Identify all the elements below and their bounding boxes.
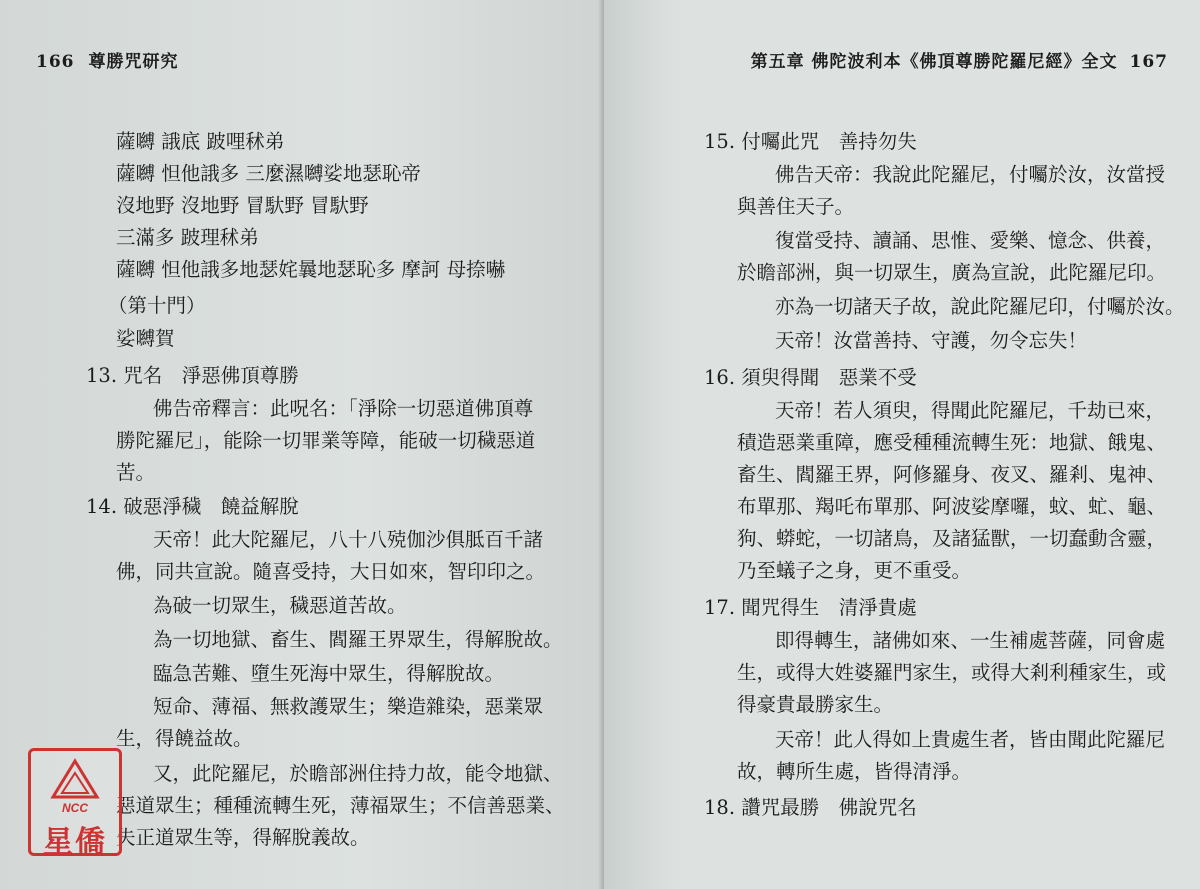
paragraph-line: 短命、薄福、無救護眾生；樂造雜染，惡業眾 [153,695,544,718]
right-page-number: 167 [1129,52,1168,72]
paragraph-line: 狗、蟒蛇，一切諸鳥，及諸猛獸，一切蠢動含靈， [737,527,1167,550]
stamp-latin-text: NCC [62,801,88,815]
paragraph-line: 生，或得大姓婆羅門家生，或得大剎利種家生，或 [737,661,1167,684]
paragraph-line: 積造惡業重障，應受種種流轉生死：地獄、餓鬼、 [737,431,1167,454]
paragraph-line: 即得轉生，諸佛如來、一生補處菩薩，同會處 [775,629,1166,652]
stamp-chinese-text: 星僑 [43,825,107,860]
left-page-number: 166 [36,52,75,72]
mantra-line: 薩嚩 怛他誐多 三麼濕嚩娑地瑟恥帝 [116,162,421,185]
mantra-line: 娑嚩賀 [116,327,175,350]
mantra-line: 三滿多 跛理秫弟 [116,226,259,249]
section-heading-18: 18. 讚咒最勝 佛說咒名 [704,796,917,819]
paragraph-line: 乃至蟻子之身，更不重受。 [737,559,972,582]
paragraph-line: 故，轉所生處，皆得清淨。 [737,760,972,783]
paragraph-line: 天帝！此大陀羅尼，八十八殑伽沙俱胝百千諸 [153,528,544,551]
paragraph-line: 佛告帝釋言：此呪名：「淨除一切惡道佛頂尊 [153,397,534,420]
mantra-line: 沒地野 沒地野 冒馱野 冒馱野 [116,194,369,217]
mantra-line: 薩嚩 誐底 跛哩秫弟 [116,130,285,153]
paragraph-line: 臨急苦難、墮生死海中眾生，得解脫故。 [153,662,505,685]
left-running-header [36,47,179,72]
section-heading-15: 15. 付囑此咒 善持勿失 [704,130,917,153]
section-heading-14: 14. 破惡淨穢 饒益解脫 [86,495,299,518]
paragraph-line: 為破一切眾生，穢惡道苦故。 [153,594,407,617]
paragraph-line: 復當受持、讀誦、思惟、愛樂、憶念、供養， [775,229,1166,252]
section-heading-17: 17. 聞咒得生 清淨貴處 [704,596,917,619]
paragraph-line: 惡道眾生；種種流轉生死，薄福眾生；不信善惡業、 [116,794,565,817]
paragraph-line: 亦為一切諸天子故，說此陀羅尼印，付囑於汝。 [775,295,1185,318]
paragraph-line: 為一切地獄、畜生、閻羅王界眾生，得解脫故。 [153,628,563,651]
right-page [604,0,1200,889]
paragraph-line: 苦。 [116,461,156,484]
paragraph-line: 勝陀羅尼」，能除一切罪業等障，能破一切穢惡道 [116,429,536,452]
right-running-title: 第五章 佛陀波利本《佛頂尊勝陀羅尼經》全文 [750,52,1118,72]
section-heading-16: 16. 須臾得聞 惡業不受 [704,366,917,389]
paragraph-line: 失正道眾生等，得解脫義故。 [116,826,370,849]
paragraph-line: 又，此陀羅尼，於瞻部洲住持力故，能令地獄、 [153,762,563,785]
left-running-title: 尊勝咒研究 [88,52,179,72]
section-heading-13: 13. 咒名 淨惡佛頂尊勝 [86,364,299,387]
mantra-line: 薩嚩 怛他誐多地瑟姹曩地瑟恥多 摩訶 母捺嚇 [116,258,506,281]
paragraph-line: 生，得饒益故。 [116,727,253,750]
ncc-seal-stamp [28,748,122,860]
gate-label: （第十門） [108,294,206,317]
paragraph-line: 與善住天子。 [737,195,855,218]
paragraph-line: 佛告天帝：我說此陀羅尼，付囑於汝，汝當授 [775,163,1166,186]
paragraph-line: 天帝！此人得如上貴處生者，皆由聞此陀羅尼 [775,728,1166,751]
paragraph-line: 天帝！汝當善持、守護，勿令忘失！ [775,329,1088,352]
right-running-header [751,47,1168,72]
paragraph-line: 畜生、閻羅王界，阿修羅身、夜叉、羅剎、鬼神、 [737,463,1167,486]
paragraph-line: 布單那、羯吒布單那、阿波娑摩囉，蚊、虻、龜、 [737,495,1167,518]
paragraph-line: 天帝！若人須臾，得聞此陀羅尼，千劫已來， [775,399,1166,422]
paragraph-line: 佛，同共宣說。隨喜受持，大日如來，智印印之。 [116,560,546,583]
paragraph-line: 於瞻部洲，與一切眾生，廣為宣說，此陀羅尼印。 [737,261,1167,284]
paragraph-line: 得豪貴最勝家生。 [737,693,894,716]
